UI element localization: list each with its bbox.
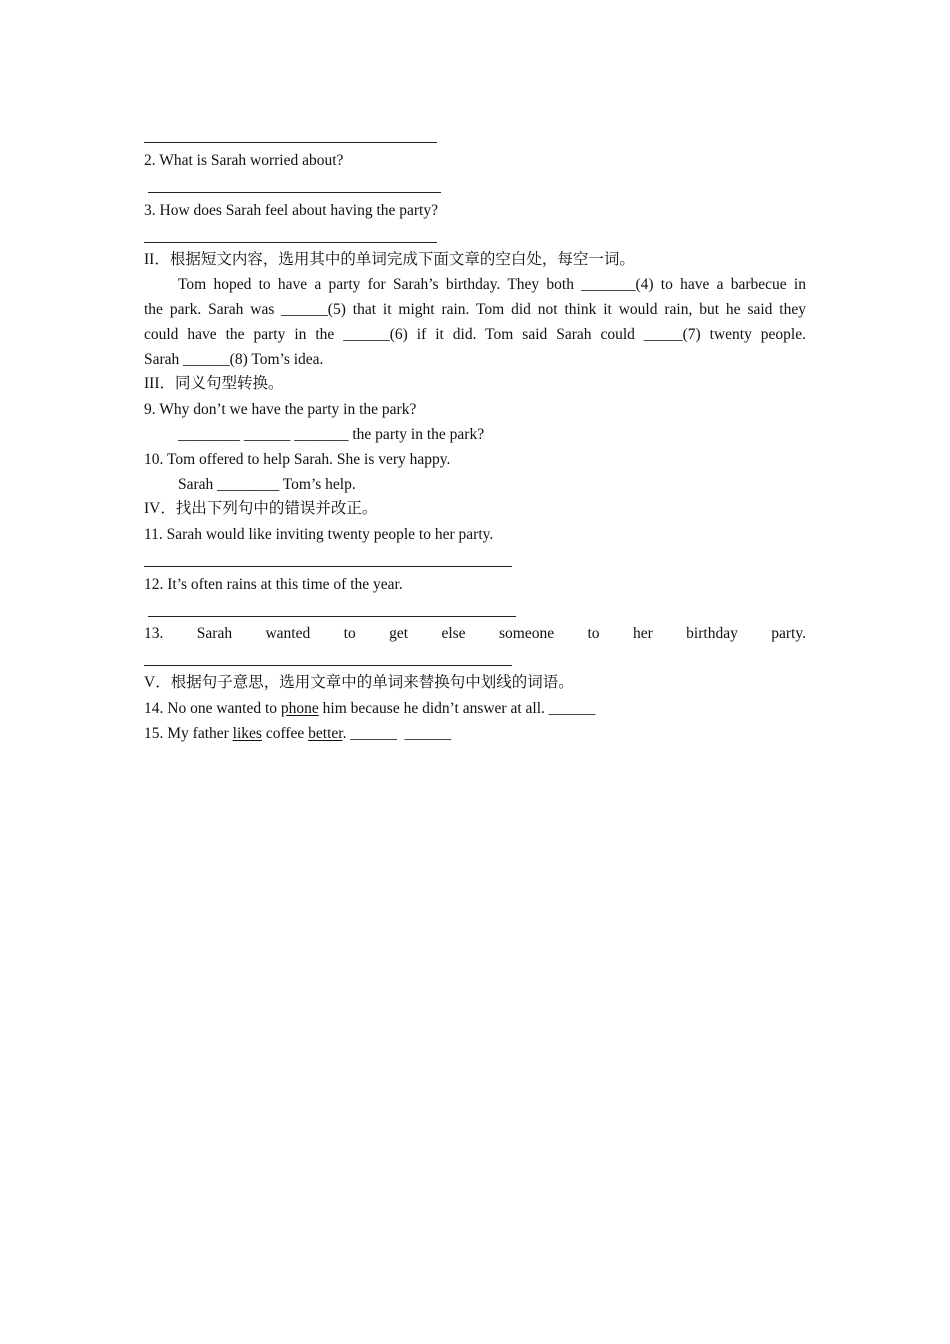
q14-text-end: him because he didn’t answer at all. ______ bbox=[318, 700, 596, 717]
question-10: 10. Tom offered to help Sarah. She is very happy. bbox=[144, 451, 451, 468]
passage-line-2: the park. Sarah was ______(5) that it might rain. Tom did not think it would rain, but he said they bbox=[144, 301, 806, 318]
q13-word: someone bbox=[498, 625, 555, 642]
question-14 bbox=[144, 699, 595, 719]
question-9: 9. Why don’t we have the party in the park? bbox=[144, 401, 417, 418]
answer-line-1 bbox=[144, 142, 437, 143]
q13-word: to bbox=[587, 625, 600, 642]
q13-word: party. bbox=[771, 625, 806, 642]
question-12: 12. It’s often rains at this time of the year. bbox=[144, 576, 403, 593]
answer-line-12 bbox=[148, 616, 516, 617]
q15-text: 15. My father bbox=[144, 725, 233, 742]
q13-word: birthday bbox=[686, 625, 738, 642]
question-3: 3. How does Sarah feel about having the party? bbox=[144, 202, 438, 219]
section-3-heading: III．同义句型转换。 bbox=[144, 375, 284, 392]
section-2-heading: II．根据短文内容，选用其中的单词完成下面文章的空白处，每空一词。 bbox=[144, 251, 635, 268]
q13-word: her bbox=[632, 625, 653, 642]
q13-word: get bbox=[389, 625, 409, 642]
q14-underlined-word: phone bbox=[280, 700, 319, 717]
question-2: 2. What is Sarah worried about? bbox=[144, 152, 344, 169]
answer-line-13 bbox=[144, 665, 512, 666]
q13-word: else bbox=[441, 625, 466, 642]
q14-text: 14. No one wanted to bbox=[144, 700, 281, 717]
answer-line-3 bbox=[144, 242, 437, 243]
section-5-heading: V．根据句子意思，选用文章中的单词来替换句中划线的词语。 bbox=[144, 674, 574, 691]
q15-text-mid: coffee bbox=[261, 725, 309, 742]
question-11: 11. Sarah would like inviting twenty people to her party. bbox=[144, 526, 494, 543]
q13-word: wanted bbox=[265, 625, 311, 642]
q15-underlined-word-2: better bbox=[308, 725, 343, 742]
question-9-answer: ________ ______ _______ the party in the park? bbox=[178, 426, 485, 443]
q13-word: to bbox=[343, 625, 356, 642]
question-13 bbox=[144, 624, 806, 644]
question-15 bbox=[144, 724, 451, 744]
answer-line-11 bbox=[144, 566, 512, 567]
q13-word: 13. bbox=[144, 625, 164, 642]
passage-line-4: Sarah ______(8) Tom’s idea. bbox=[144, 351, 324, 368]
q13-word: Sarah bbox=[196, 625, 233, 642]
passage-line-1: Tom hoped to have a party for Sarah’s birthday. They both _______(4) to have a barbecue in bbox=[178, 276, 806, 293]
q15-underlined-word-1: likes bbox=[232, 725, 262, 742]
passage-line-3: could have the party in the ______(6) if it did. Tom said Sarah could _____(7) twenty people. bbox=[144, 326, 806, 343]
answer-line-2 bbox=[148, 192, 441, 193]
section-4-heading: IV．找出下列句中的错误并改正。 bbox=[144, 500, 378, 517]
q15-text-end: . ______ ______ bbox=[342, 725, 452, 742]
question-10-answer: Sarah ________ Tom’s help. bbox=[178, 476, 356, 493]
